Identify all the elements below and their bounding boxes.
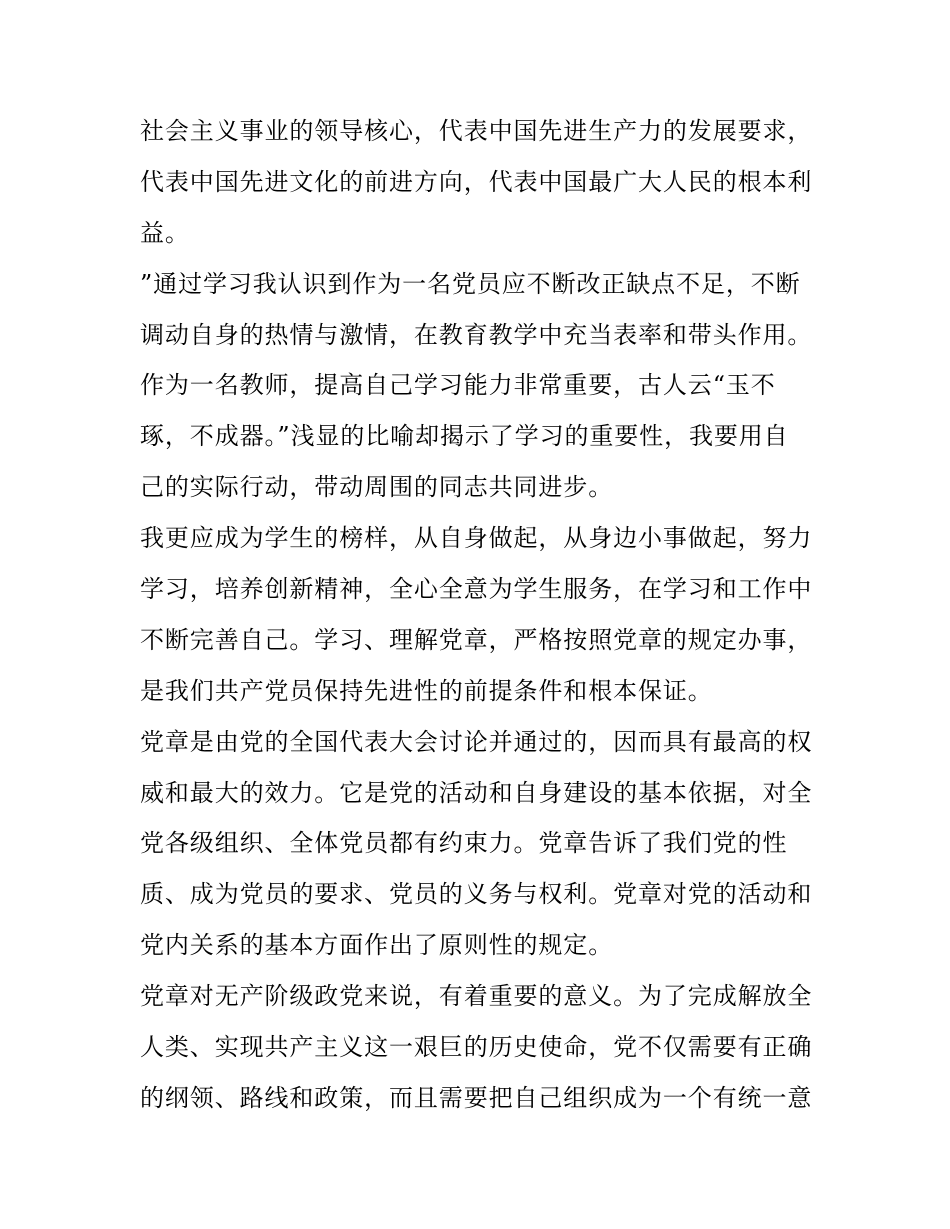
text-line: 代表中国先进文化的前进方向，代表中国最广大人民的根本利 [140, 167, 813, 196]
text-line: 党章对无产阶级政党来说，有着重要的意义。为了完成解放全 [140, 982, 813, 1011]
text-line: 党内关系的基本方面作出了原则性的规定。 [140, 931, 614, 960]
text-line: 质、成为党员的要求、党员的义务与权利。党章对党的活动和 [140, 880, 813, 909]
text-line: 我更应成为学生的榜样，从自身做起，从身边小事做起，努力 [140, 524, 813, 553]
text-line: 党章是由党的全国代表大会讨论并通过的，因而具有最高的权 [140, 727, 813, 756]
text-line: 人类、实现共产主义这一艰巨的历史使命，党不仅需要有正确 [140, 1033, 813, 1062]
text-line: 的纲领、路线和政策，而且需要把自己组织成为一个有统一意 [140, 1083, 813, 1112]
text-line: 党各级组织、全体党员都有约束力。党章告诉了我们党的性 [140, 829, 788, 858]
text-line: 益。 [140, 218, 190, 247]
text-line: 是我们共产党员保持先进性的前提条件和根本保证。 [140, 676, 713, 705]
body-text [140, 106, 830, 1124]
text-line: 作为一名教师，提高自己学习能力非常重要，古人云“玉不 [140, 371, 776, 400]
text-line: 威和最大的效力。它是党的活动和自身建设的基本依据，对全 [140, 778, 813, 807]
text-line: 调动自身的热情与激情，在教育教学中充当表率和带头作用。 [140, 320, 813, 349]
text-line: 不断完善自己。学习、理解党章，严格按照党章的规定办事， [140, 625, 813, 654]
text-line: 社会主义事业的领导核心，代表中国先进生产力的发展要求， [140, 117, 813, 145]
text-line: ”通过学习我认识到作为一名党员应不断改正缺点不足，不断 [140, 269, 801, 298]
text-line: 己的实际行动，带动周围的同志共同进步。 [140, 473, 614, 502]
text-line: 学习，培养创新精神，全心全意为学生服务，在学习和工作中 [140, 575, 813, 604]
text-line: 琢，不成器。”浅显的比喻却揭示了学习的重要性，我要用自 [140, 422, 789, 451]
